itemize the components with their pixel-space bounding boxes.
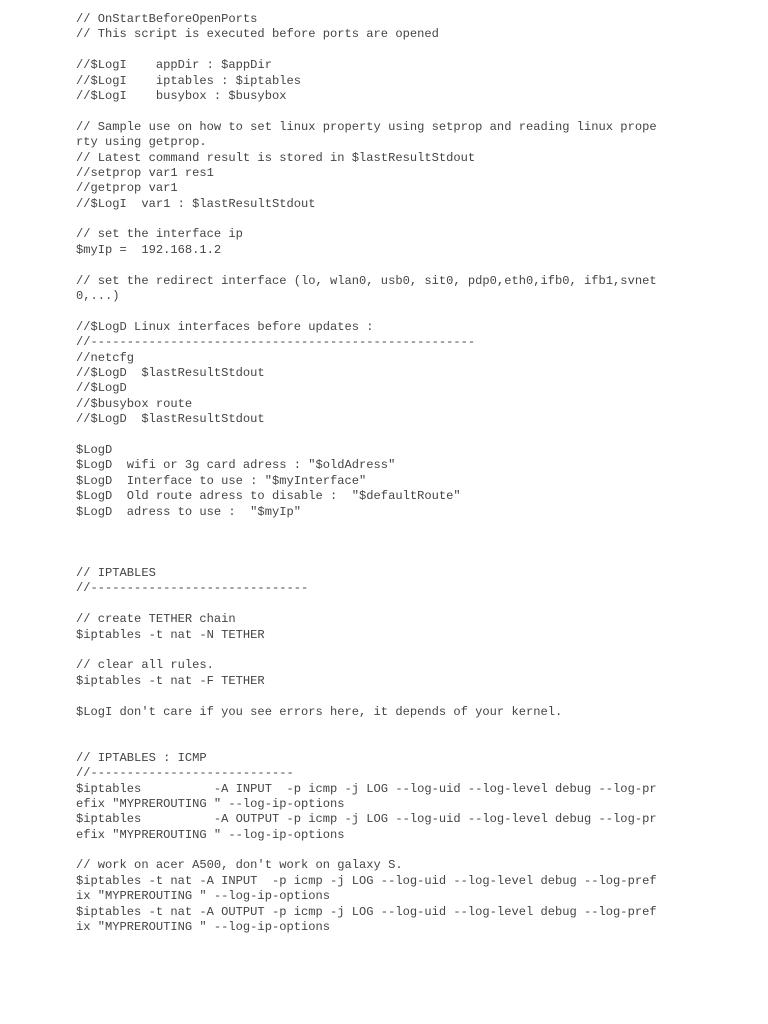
code-line: $LogI don't care if you see errors here, it depends of your kernel. [76,704,563,719]
code-line: // create TETHER chain [76,612,236,627]
code-line: //$LogD $lastResultStdout [76,365,265,380]
blank-line [76,551,736,566]
blank-line [76,104,736,119]
code-line: $LogD wifi or 3g card adress : "$oldAdress" [76,458,396,473]
code-line: //netcfg [76,350,135,365]
code-line: //------------------------------ [76,581,309,596]
code-line: //getprop var1 [76,181,178,196]
code-line: // clear all rules. [76,658,214,673]
code-line: // OnStartBeforeOpenPorts [76,12,258,26]
blank-line [76,304,736,319]
code-line: // IPTABLES [76,566,156,581]
code-line: ix "MYPREROUTING " --log-ip-options [76,920,331,935]
code-line: //---------------------------- [76,766,294,781]
code-line: // work on acer A500, don't work on galaxy S. [76,858,403,873]
code-line: //$LogI var1 : $lastResultStdout [76,196,316,211]
blank-line [76,689,736,704]
code-line: $iptables -t nat -F TETHER [76,673,265,688]
code-line: //$LogI appDir : $appDir [76,58,272,73]
code-line: // Latest command result is stored in $lastResultStdout [76,150,476,165]
code-line: //$LogI busybox : $busybox [76,88,287,103]
code-line: //$LogD $lastResultStdout [76,412,265,427]
code-line: // set the redirect interface (lo, wlan0, usb0, sit0, pdp0,eth0,ifb0, ifb1,svnet [76,273,657,288]
code-line: // This script is executed before ports are opened [76,27,439,42]
code-line: $myIp = 192.168.1.2 [76,242,222,257]
blank-line [76,535,736,550]
code-line: //$LogI iptables : $iptables [76,73,301,88]
code-line: $iptables -A INPUT -p icmp -j LOG --log-uid --log-level debug --log-pr [76,781,657,796]
code-line: // Sample use on how to set linux property using setprop and reading linux prope [76,119,657,134]
code-line: efix "MYPREROUTING " --log-ip-options [76,827,345,842]
code-line: $iptables -t nat -N TETHER [76,627,265,642]
code-line: //setprop var1 res1 [76,165,214,180]
blank-line [76,843,736,858]
code-line: //$LogD [76,381,127,396]
blank-line [76,43,736,58]
code-line: //----------------------------------------------------- [76,335,476,350]
blank-line [76,735,736,750]
blank-line [76,643,736,658]
code-line: $LogD Old route adress to disable : "$defaultRoute" [76,489,461,504]
code-line: $LogD [76,442,113,457]
blank-line [76,520,736,535]
code-line: rty using getprop. [76,135,207,150]
code-line: $LogD adress to use : "$myIp" [76,504,301,519]
blank-line [76,428,736,443]
blank-line [76,212,736,227]
code-line: 0,...) [76,289,120,304]
code-line: $LogD Interface to use : "$myInterface" [76,473,367,488]
code-line: $iptables -t nat -A INPUT -p icmp -j LOG --log-uid --log-level debug --log-pref [76,873,657,888]
code-line: //$busybox route [76,396,193,411]
code-line: // set the interface ip [76,227,243,242]
code-line: ix "MYPREROUTING " --log-ip-options [76,889,331,904]
blank-line [76,258,736,273]
blank-line [76,720,736,735]
code-line: // IPTABLES : ICMP [76,750,207,765]
blank-line [76,597,736,612]
code-line: efix "MYPREROUTING " --log-ip-options [76,796,345,811]
script-document [76,12,736,935]
code-line: //$LogD Linux interfaces before updates : [76,319,374,334]
code-line: $iptables -t nat -A OUTPUT -p icmp -j LOG --log-uid --log-level debug --log-pref [76,904,657,919]
code-line: $iptables -A OUTPUT -p icmp -j LOG --log-uid --log-level debug --log-pr [76,812,657,827]
